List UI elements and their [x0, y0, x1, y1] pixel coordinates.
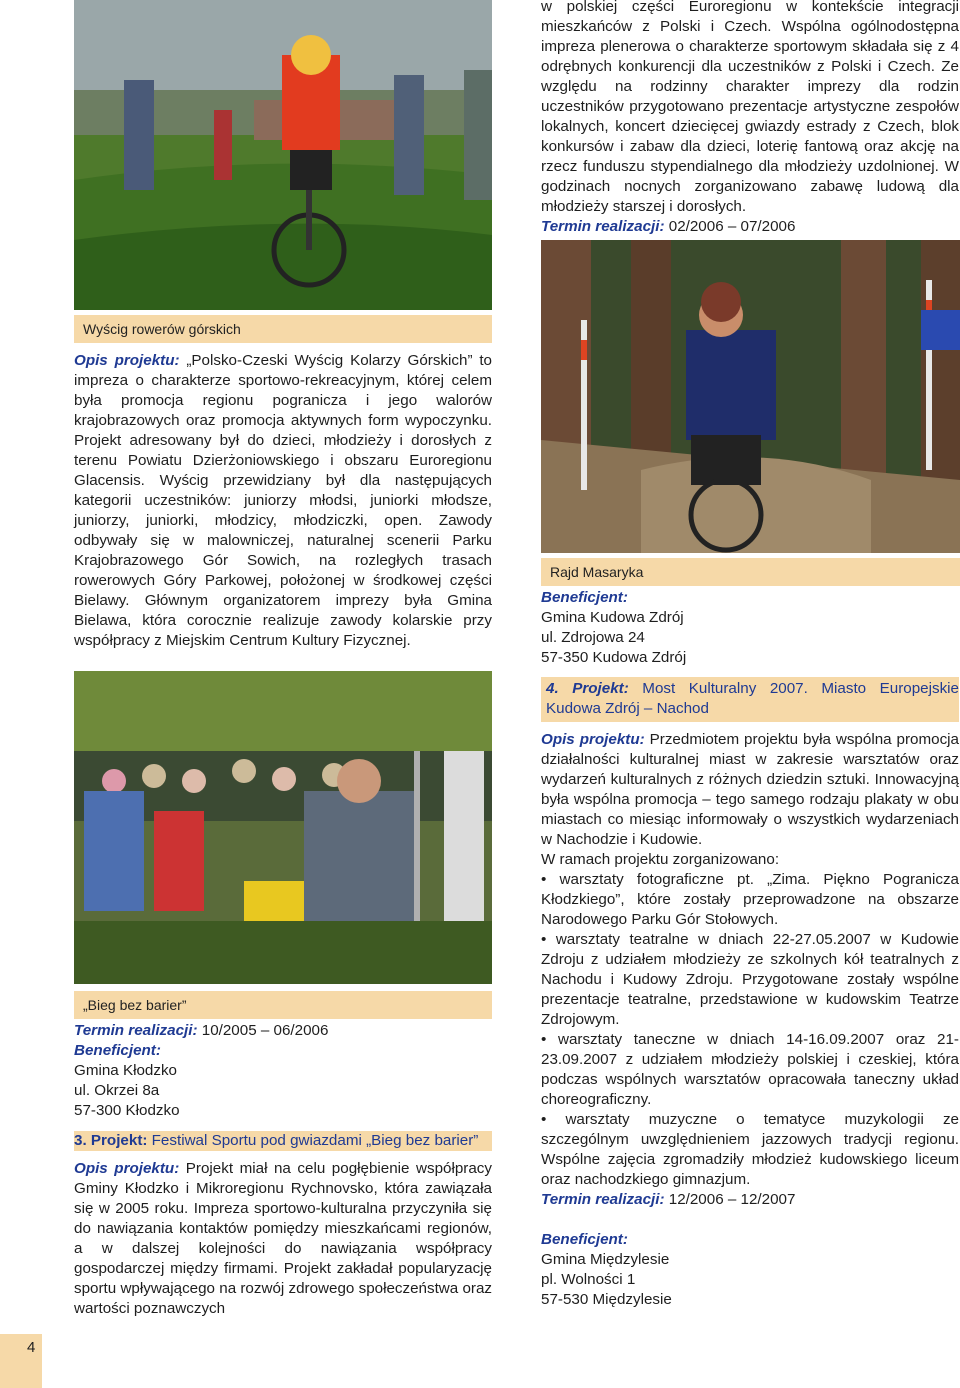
- photo-icon: [74, 0, 492, 310]
- opis-text: Przedmiotem projektu była wspólna promocja działalności kulturalnej miast w zakresie warsztatów oraz wydarzeń kulturalnych z różnych dziedzin sztuki. Innowacyjną była wspólna promocja – tego samego rodzaju plakaty w obu miastach co miesiąc informowały o wszystkich wydarzeniach w Nachodzie i Kudowie.: [541, 731, 959, 848]
- opis-label: Opis projektu:: [74, 1160, 180, 1177]
- list-item: • warsztaty teatralne w dniach 22-27.05.2007 w Kudowie Zdroju z udziałem młodzieży ze szkolnych kół teatralnych z Nachodu i Kudowy Zdroju. Przygotowane zostały wspólne prezentacje teatralne, przedstawione w kudowskim Teatrze Zdrojowym.: [541, 931, 959, 1028]
- project-4-heading: 4. Projekt: Most Kulturalny 2007. Miasto Europejskie Kudowa Zdrój – Nachod: [541, 677, 959, 722]
- project-3-heading: 3. Projekt: Festiwal Sportu pod gwiazdami „Bieg bez barier”: [74, 1131, 492, 1151]
- opis-text: „Polsko-Czeski Wyścig Kolarzy Górskich” to impreza o charakterze sportowo-rekreacyjnym, której celem była promocja regionu pogranicza i jego walorów krajobrazowych oraz promocja aktywnych form wypoczynku. Projekt adresowany był do dzieci, młodzieży i dorosłych z terenu Powiatu Dzierżoniowskiego i obszaru Euroregionu Glacensis. Wyścig przewidziany był dla następujących kategorii uczestników: juniorzy młodsi, juniorki młodsze, juniorzy, juniorki, młodzicy, młodziczki, open. Zawody odbywały się w malowniczej, naturalnej scenerii Parku Krajobrazowego Gór Sowich, na rozległych trasach rowerowych Góry Parkowej, położonej w środkowej części Bielawy. Głównym organizatorem imprezy była Gmina Bielawa, która corocznie realizuje zawody kolarskie przy współpracy z Miejskim Centrum Kultury Fizycznej.: [74, 352, 492, 649]
- opis-label: Opis projektu:: [541, 731, 645, 748]
- opis-label: Opis projektu:: [74, 352, 180, 369]
- term-value: 02/2006 – 07/2006: [664, 218, 796, 235]
- list-item: • warsztaty fotograficzne pt. „Zima. Piękno Pogranicza Kłodzkiego”, które zostały przeprowadzone na obszarze Narodowego Parku Gór Stołowych.: [541, 871, 959, 928]
- benef-label: Beneficjent:: [74, 1042, 161, 1059]
- text-block-top-right: [541, 0, 959, 237]
- term-label: Termin realizacji:: [74, 1022, 198, 1039]
- list-item: • warsztaty muzyczne o tematyce muzykologii ze szczególnym uwzględnieniem jazzowych tradycji regionu. Wspólne zajęcia zgromadziły młodzież kudowskiego liceum oraz nachodzkiego gimnazjum.: [541, 1111, 959, 1188]
- intro-text: w polskiej części Euroregionu w kontekście integracji mieszkańców z Polski i Czech. Wspólna ogólnodostępna impreza plenerowa o charakterze sportowym składała się z 4 odrębnych konkurencji dla uczestników z Polski i Czech. Ze względu na rodzinny charakter imprezy dla rodzin uczestników przygotowano prezentacje artystyczne zespołów lokalnych, koncert dziecięcej gwiazdy estrady z Czech, blok konkursów i zabaw dla dzieci, loterię fantową oraz akcję na rzecz funduszu stypendialnego dla młodzieży uzdolnionej. W godzinach nocnych zorganizowano zabawę ludową dla młodzieży starszej i dorosłych.: [541, 0, 959, 215]
- text-block-bieg: [74, 1021, 492, 1319]
- photo-ceremony: [74, 671, 492, 984]
- term-value: 12/2006 – 12/2007: [664, 1191, 796, 1208]
- term-value: 10/2005 – 06/2006: [197, 1022, 329, 1039]
- list-item: • warsztaty taneczne w dniach 14-16.09.2007 oraz 21-23.09.2007 z udziałem młodzieży polskiej i czeskiej, która podczas wspólnych warsztatów opracowała taneczny układ choreograficzny.: [541, 1031, 959, 1108]
- term-label: Termin realizacji:: [541, 1191, 665, 1208]
- benef-line: 57-300 Kłodzko: [74, 1102, 180, 1119]
- benef-label: Beneficjent:: [541, 589, 628, 606]
- caption-cyclist: Wyścig rowerów górskich: [74, 315, 492, 343]
- workshops-intro: W ramach projektu zorganizowano:: [541, 851, 780, 868]
- photo-cyclist: [74, 0, 492, 310]
- benef-line: pl. Wolności 1: [541, 1271, 636, 1288]
- benef-label: Beneficjent:: [541, 1231, 628, 1248]
- text-block-wyscig: [74, 351, 492, 651]
- photo-woman-cyclist: [541, 240, 960, 553]
- text-block-kudowa: [541, 588, 959, 1310]
- benef-line: 57-530 Międzylesie: [541, 1291, 672, 1308]
- term-label: Termin realizacji:: [541, 218, 665, 235]
- benef-line: Gmina Międzylesie: [541, 1251, 670, 1268]
- caption-ceremony: „Bieg bez barier”: [74, 991, 492, 1019]
- benef-line: ul. Okrzei 8a: [74, 1082, 160, 1099]
- benef-line: 57-350 Kudowa Zdrój: [541, 649, 687, 666]
- benef-line: Gmina Kłodzko: [74, 1062, 177, 1079]
- benef-line: ul. Zdrojowa 24: [541, 629, 645, 646]
- benef-line: Gmina Kudowa Zdrój: [541, 609, 684, 626]
- opis-text: Projekt miał na celu pogłębienie współpracy Gminy Kłodzko i Mikroregionu Rychnovsko, która zawiązała się w 2005 roku. Impreza sportowo-kulturalna przyczyniła się do nawiązania kontaktów pomiędzy mieszkańcami regionów, a w dalszej kolejności do nawiązania współpracy gospodarczej między firmami. Projekt zakładał popularyzację sportu wpływającego na rozwój zdrowego społeczeństwa oraz wartości poznawczych: [74, 1160, 492, 1317]
- page-number: 4: [0, 1334, 42, 1388]
- caption-woman: Rajd Masaryka: [541, 558, 960, 586]
